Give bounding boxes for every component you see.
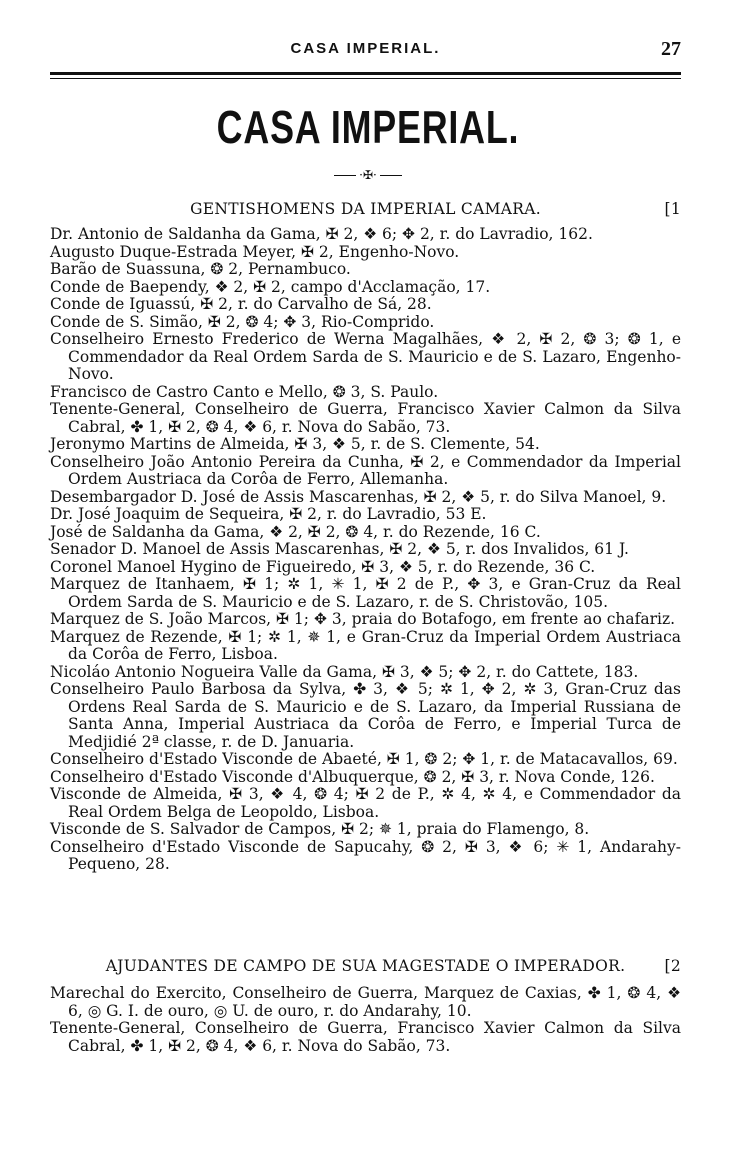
list-item: Marquez de S. João Marcos, ✠ 1; ✥ 3, praia do Botafogo, em frente ao chafariz. bbox=[50, 610, 676, 628]
section-number: [1 bbox=[664, 200, 681, 218]
ornament-glyph: ·✠· bbox=[359, 168, 377, 182]
header-rule-thick bbox=[50, 72, 681, 75]
list-item: Tenente-General, Conselheiro de Guerra, Francisco Xavier Calmon da Silva Cabral, ✤ 1, ✠ 2, ❂ 4, ❖ 6, r. Nova do Sabão, 73. bbox=[50, 400, 681, 436]
ornament-divider bbox=[0, 168, 736, 182]
list-item: Dr. Antonio de Saldanha da Gama, ✠ 2, ❖ 6; ✥ 2, r. do Lavradio, 162. bbox=[50, 225, 593, 243]
section-ajudantes bbox=[50, 957, 681, 1055]
list-item: Conselheiro Paulo Barbosa da Sylva, ✤ 3, ❖ 5; ✲ 1, ✥ 2, ✲ 3, Gran-Cruz das Ordens Real Sarda de S. Mauricio e de S. Lazaro, da Imperial Russiana de Santa Anna, Imperial Austriaca da Corôa de Ferro, e Imperial Turca de Medjidié 2ª classe, r. de D. Januaria. bbox=[50, 680, 681, 751]
list-item: Marquez de Rezende, ✠ 1; ✲ 1, ✵ 1, e Gran-Cruz da Imperial Ordem Austriaca da Corôa de Ferro, Lisboa. bbox=[50, 627, 681, 663]
list-item: Desembargador D. José de Assis Mascarenhas, ✠ 2, ❖ 5, r. do Silva Manoel, 9. bbox=[50, 487, 667, 506]
list-item: Conselheiro d'Estado Visconde de Abaeté, ✠ 1, ❂ 2; ✥ 1, r. de Matacavallos, 69. bbox=[50, 750, 678, 768]
section-number: [2 bbox=[664, 957, 681, 975]
list-item: Jeronymo Martins de Almeida, ✠ 3, ❖ 5, r. de S. Clemente, 54. bbox=[50, 435, 540, 453]
running-header bbox=[50, 38, 681, 68]
list-item: Conde de Iguassú, ✠ 2, r. do Carvalho de Sá, 28. bbox=[50, 295, 432, 313]
header-rule-thin bbox=[50, 78, 681, 79]
list-item: Dr. José Joaquim de Sequeira, ✠ 2, r. do Lavradio, 53 E. bbox=[50, 505, 487, 523]
list-item: Visconde de S. Salvador de Campos, ✠ 2; ✵ 1, praia do Flamengo, 8. bbox=[50, 820, 590, 838]
list-item: José de Saldanha da Gama, ❖ 2, ✠ 2, ❂ 4, r. do Rezende, 16 C. bbox=[50, 522, 541, 541]
list-item: Marquez de Itanhaem, ✠ 1; ✲ 1, ✳ 1, ✠ 2 de P., ✥ 3, e Gran-Cruz da Real Ordem Sarda de S. Mauricio e de S. Lazaro, r. de S. Christovão, 105. bbox=[50, 575, 681, 611]
page-number: 27 bbox=[661, 38, 681, 60]
list-item: Conselheiro Ernesto Frederico de Werna Magalhães, ❖ 2, ✠ 2, ❂ 3; ❂ 1, e Commendador da Real Ordem Sarda de S. Mauricio e de S. Lazaro, Engenho-Novo. bbox=[50, 330, 681, 383]
list-item: Marechal do Exercito, Conselheiro de Guerra, Marquez de Caxias, ✤ 1, ❂ 4, ❖ 6, ◎ G. I. de ouro, ◎ U. de ouro, r. do Andarahy, 10. bbox=[50, 984, 681, 1020]
list-item: Conde de Baependy, ❖ 2, ✠ 2, campo d'Acclamação, 17. bbox=[50, 277, 491, 296]
list-item: Francisco de Castro Canto e Mello, ❂ 3, S. Paulo. bbox=[50, 382, 439, 401]
list-item: Tenente-General, Conselheiro de Guerra, Francisco Xavier Calmon da Silva Cabral, ✤ 1, ✠ 2, ❂ 4, ❖ 6, r. Nova do Sabão, 73. bbox=[50, 1019, 681, 1055]
list-item: Senador D. Manoel de Assis Mascarenhas, ✠ 2, ❖ 5, r. dos Invalidos, 61 J. bbox=[50, 540, 629, 558]
entry-list bbox=[50, 226, 681, 874]
entry-list bbox=[50, 985, 681, 1055]
list-item: Barão de Suassuna, ❂ 2, Pernambuco. bbox=[50, 260, 351, 278]
list-item: Conselheiro d'Estado Visconde d'Albuquerque, ❂ 2, ✠ 3, r. Nova Conde, 126. bbox=[50, 767, 655, 786]
section-title: GENTISHOMENS DA IMPERIAL CAMARA. bbox=[190, 200, 541, 218]
list-item: Conselheiro João Antonio Pereira da Cunha, ✠ 2, e Commendador da Imperial Ordem Austriaca da Corôa de Ferro, Allemanha. bbox=[50, 452, 681, 488]
list-item: Augusto Duque-Estrada Meyer, ✠ 2, Engenho-Novo. bbox=[50, 242, 460, 261]
list-item: Conde de S. Simão, ✠ 2, ❂ 4; ✥ 3, Rio-Comprido. bbox=[50, 312, 435, 331]
section-gentishomens bbox=[50, 200, 681, 874]
main-title: CASA IMPERIAL. bbox=[216, 101, 520, 153]
list-item: Visconde de Almeida, ✠ 3, ❖ 4, ❂ 4; ✠ 2 de P., ✲ 4, ✲ 4, e Commendador da Real Ordem Belga de Leopoldo, Lisboa. bbox=[50, 785, 681, 821]
list-item: Nicoláo Antonio Nogueira Valle da Gama, ✠ 3, ❖ 5; ✥ 2, r. do Cattete, 183. bbox=[50, 662, 639, 681]
section-title: AJUDANTES DE CAMPO DE SUA MAGESTADE O IMPERADOR. bbox=[105, 957, 626, 975]
list-item: Conselheiro d'Estado Visconde de Sapucahy, ❂ 2, ✠ 3, ❖ 6; ✳ 1, Andarahy-Pequeno, 28. bbox=[50, 837, 681, 873]
section-heading bbox=[50, 957, 681, 979]
running-title: CASA IMPERIAL. bbox=[290, 40, 441, 57]
section-heading bbox=[50, 200, 681, 222]
list-item: Coronel Manoel Hygino de Figueiredo, ✠ 3, ❖ 5, r. do Rezende, 36 C. bbox=[50, 557, 596, 576]
